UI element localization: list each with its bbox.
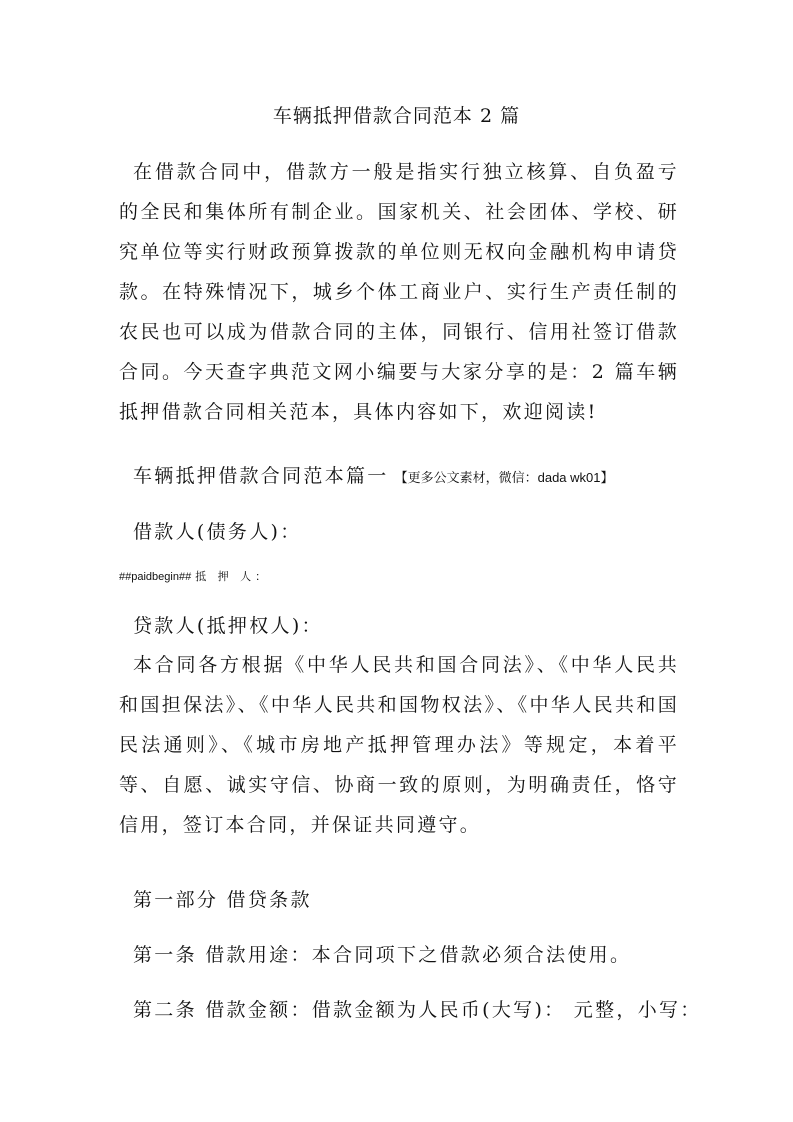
section-heading-text: 车辆抵押借款合同范本篇一 xyxy=(133,465,389,487)
document-title: 车辆抵押借款合同范本 2 篇 xyxy=(272,105,521,127)
intro-paragraph: 在借款合同中，借款方一般是指实行独立核算、自负盈亏的全民和集体所有制企业。国家机关、社会团体、学校、研究单位等实行财政预算拨款的单位则无权向金融机构申请贷款。在特殊情况下，城乡个体工商业户、实行生产责任制的农民也可以成为借款合同的主体，同银行、信用社签订借款合同。今天查字典范文网小编要与大家分享的是：2 篇车辆抵押借款合同相关范本，具体内容如下，欢迎阅读! xyxy=(119,161,679,423)
lender-label: 贷款人(抵押权人)： xyxy=(133,615,323,637)
preamble-paragraph: 本合同各方根据《中华人民共和国合同法》、《中华人民共和国担保法》、《中华人民共和国物权法》、《中华人民共和国民法通则》、《城市房地产抵押管理办法》等规定，本着平等、自愿、诚实守信、协商一致的原则，为明确责任，恪守信用，签订本合同，并保证共同遵守。 xyxy=(119,654,679,836)
article-two: 第二条 借款金额：借款金额为人民币(大写)： 元整，小写： xyxy=(133,999,702,1021)
article-one: 第一条 借款用途：本合同项下之借款必须合法使用。 xyxy=(133,944,632,966)
section-note: 【更多公文素材，微信：dada wk01】 xyxy=(394,470,614,485)
mortgagor-label: 抵 押 人： xyxy=(195,570,271,583)
section-heading xyxy=(133,460,614,494)
paid-marker: ##paidbegin## xyxy=(119,571,192,583)
part-one-heading: 第一部分 借贷条款 xyxy=(133,889,312,911)
mortgagor-line xyxy=(119,568,270,586)
borrower-label: 借款人(债务人)： xyxy=(133,521,302,543)
